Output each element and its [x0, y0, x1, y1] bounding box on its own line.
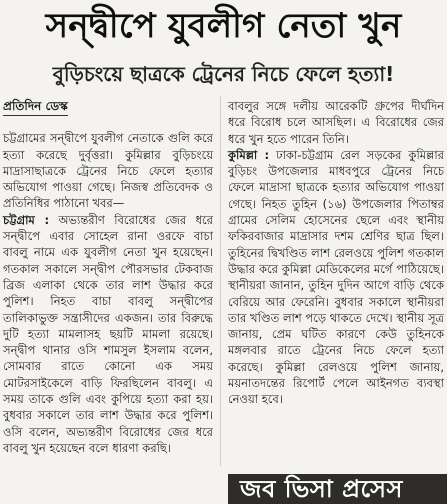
byline: প্রতিদিন ডেস্ক — [3, 98, 68, 116]
comilla-label: কুমিল্লা : — [228, 147, 270, 162]
left-column — [3, 98, 213, 456]
intro-paragraph: চট্টগ্রামের সন্দ্বীপে যুবলীগ নেতাকে গুলি করে হত্যা করেছে দুর্বৃত্তরা। কুমিল্লার বুড়িচংয়ে মাদ্রাসাছাত্রকে ট্রেনের নিচে ফেলে হত্যার অভিযোগ পাওয়া গেছে। নিজস্ব প্রতিবেদক ও প্রতিনিধির পাঠানো খবর— — [3, 131, 213, 211]
subheadline: বুড়িচংয়ে ছাত্রকে ট্রেনের নিচে ফেলে হত্যা! — [52, 62, 395, 86]
comilla-text: ঢাকা-চট্টগ্রাম রেল সড়কের কুমিল্লার বুড়িচং উপজেলার মাধবপুরে ট্রেনের নিচে ফেলে মাদ্রাসা ছাত্রকে হত্যার অভিযোগ পাওয়া গেছে। নিহত তুহিন (১৬) উপজেলার পিতাম্বর গ্রামের সেলিম হোসেনের ছেলে এবং স্থানীয় ফকিরবাজার মাদ্রাসার দশম শ্রেণির ছাত্র ছিল। তুহিনের দ্বিখণ্ডিত লাশ রেলওয়ে পুলিশ গতকাল উদ্ধার করে কুমিল্লা মেডিকেলের মর্গে পাঠিয়েছে। স্থানীয়রা জানান, তুহিন দুদিন আগে বাড়ি থেকে বেরিয়ে আর ফেরেনি। বুধবার সকালে স্থানীয়রা তার খণ্ডিত লাশ পড়ে থাকতে দেখে। স্থানীয় সূত্র জানায়, প্রেম ঘটিত কারণে কেউ তুহিনকে মঙ্গলবার রাতে ট্রেনের নিচে ফেলে হত্যা করেছে। কুমিল্লা রেলওয়ে পুলিশ জানায়, ময়নাতদন্তের রিপোর্ট পেলে আইনগত ব্যবস্থা নেওয়া হবে। — [228, 147, 444, 407]
chattogram-text: অভ্যন্তরীণ বিরোধের জের ধরে সন্দ্বীপে এবার সোহেল রানা ওরফে বাচা বাবলু নামে এক যুবলীগ নেতা খুন হয়েছেন। গতকাল সকালে সন্দ্বীপ পৌরসভার টেকবাজ ব্রিজ এলাকা থেকে তার লাশ উদ্ধার করে পুলিশ। নিহত বাচা বাবলু সন্দ্বীপের তালিকাভুক্ত সন্ত্রাসীদের একজন। তার বিরুদ্ধে দুটি হত্যা মামলাসহ ছয়টি মামলা রয়েছে। সন্দ্বীপ থানার ওসি শামসুল ইসলাম বলেন, সোমবার রাতে কোনো এক সময় মোটরসাইকেলে বাড়ি ফিরছিলেন বাবলু। এ সময় তাকে গুলি এবং কুপিয়ে হত্যা করা হয়। বুধবার সকালে তার লাশ উদ্ধার করে পুলিশ। ওসি বলেন, অভ্যন্তরীণ বিরোধের জের ধরে বাবলু খুন হয়েছেন বলে ধারণা করছি। — [3, 212, 213, 455]
headline: সন্দ্বীপে যুবলীগ নেতা খুন — [45, 6, 402, 46]
continuation-paragraph: বাবলুর সঙ্গে দলীয় আরেকটি গ্রুপের দীর্ঘদিন ধরে বিরোধ চলে আসছিল। এ বিরোধের জের ধরে খুন হতে পারেন তিনি। — [228, 99, 444, 146]
chattogram-label: চট্টগ্রাম : — [3, 212, 50, 227]
right-column — [228, 98, 444, 408]
column-divider — [220, 96, 221, 466]
next-article-banner — [228, 474, 447, 504]
chattogram-paragraph — [3, 212, 213, 456]
next-article-headline: জব ভিসা প্রসেস — [240, 475, 403, 503]
comilla-paragraph — [228, 147, 444, 408]
